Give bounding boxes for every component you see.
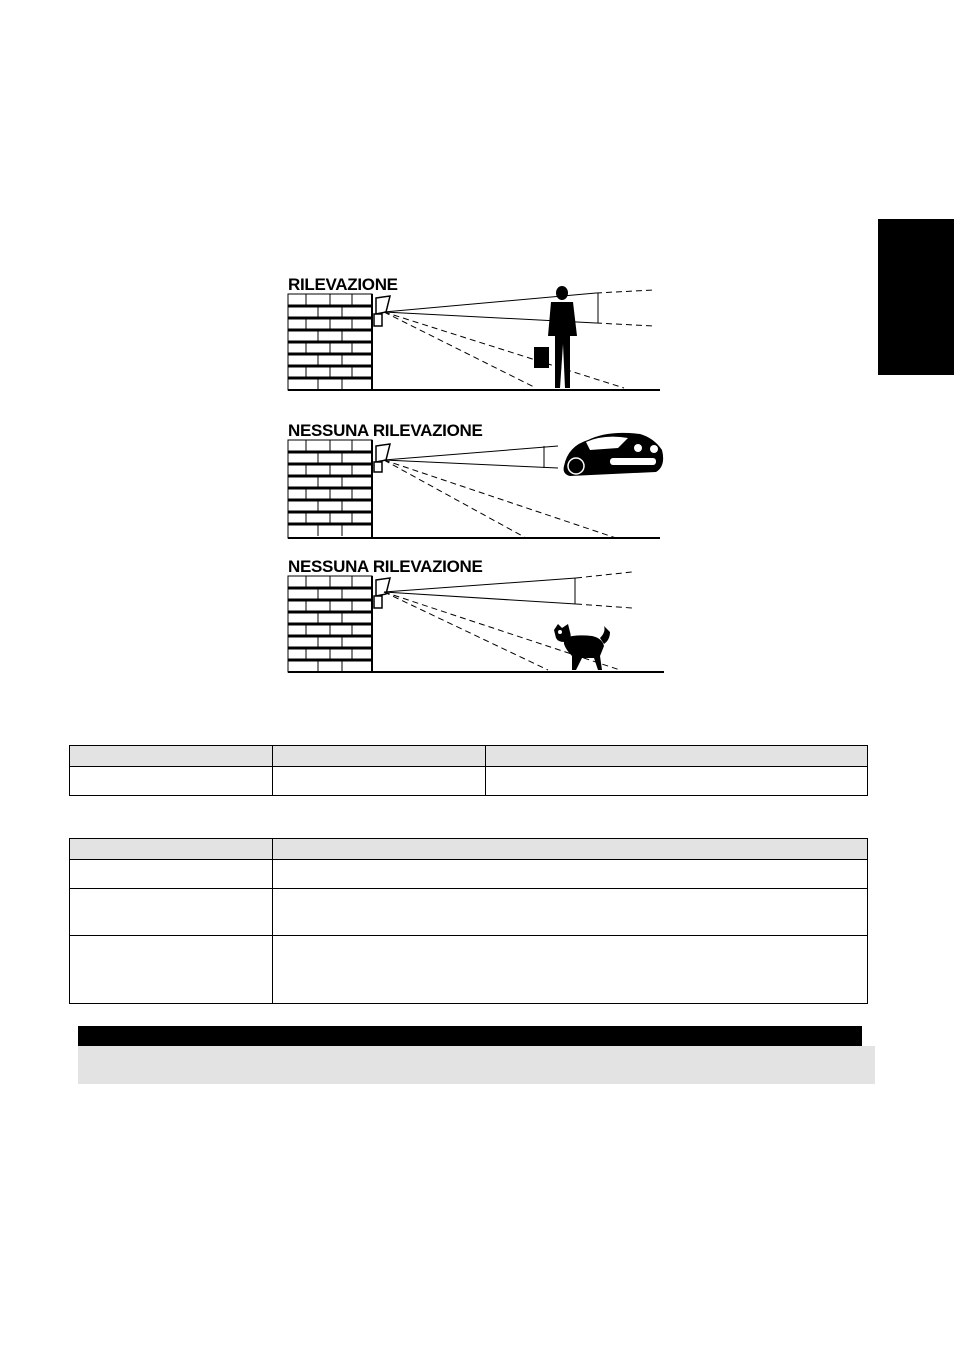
table-row — [70, 860, 868, 889]
diagram-title: NESSUNA RILEVAZIONE — [288, 421, 483, 440]
table-cell — [486, 767, 868, 796]
table-cell — [273, 839, 868, 860]
settings-table — [69, 838, 868, 1004]
diagram-no-detection-dog — [286, 552, 666, 677]
table-cell — [70, 767, 273, 796]
brick-wall-icon — [288, 576, 372, 672]
table-cell — [273, 746, 486, 767]
spec-table — [69, 745, 868, 796]
sensor-lamp-icon — [374, 296, 390, 326]
detection-beams — [384, 290, 654, 388]
table-header-row — [70, 746, 868, 767]
table-cell — [70, 936, 273, 1004]
table-cell — [486, 746, 868, 767]
table-cell — [273, 860, 868, 889]
brick-wall-icon — [288, 294, 372, 390]
table-cell — [273, 767, 486, 796]
table-cell — [273, 889, 868, 936]
table-row — [70, 936, 868, 1004]
diagram-detection — [286, 270, 666, 395]
table-cell — [70, 746, 273, 767]
table-header-row — [70, 839, 868, 860]
note-body — [78, 1046, 875, 1084]
car-icon — [564, 433, 664, 476]
table-row — [70, 889, 868, 936]
brick-wall-icon — [288, 440, 372, 538]
note-header-bar — [78, 1026, 862, 1046]
diagram-title: RILEVAZIONE — [288, 275, 398, 294]
diagram-no-detection-car — [286, 416, 666, 541]
dog-icon — [554, 624, 610, 670]
person-icon — [534, 286, 577, 388]
table-cell — [70, 889, 273, 936]
diagram-title: NESSUNA RILEVAZIONE — [288, 557, 483, 576]
sensor-lamp-icon — [374, 444, 390, 472]
table-cell — [70, 839, 273, 860]
table-row — [70, 767, 868, 796]
section-tab — [878, 219, 954, 375]
table-cell — [273, 936, 868, 1004]
table-cell — [70, 860, 273, 889]
